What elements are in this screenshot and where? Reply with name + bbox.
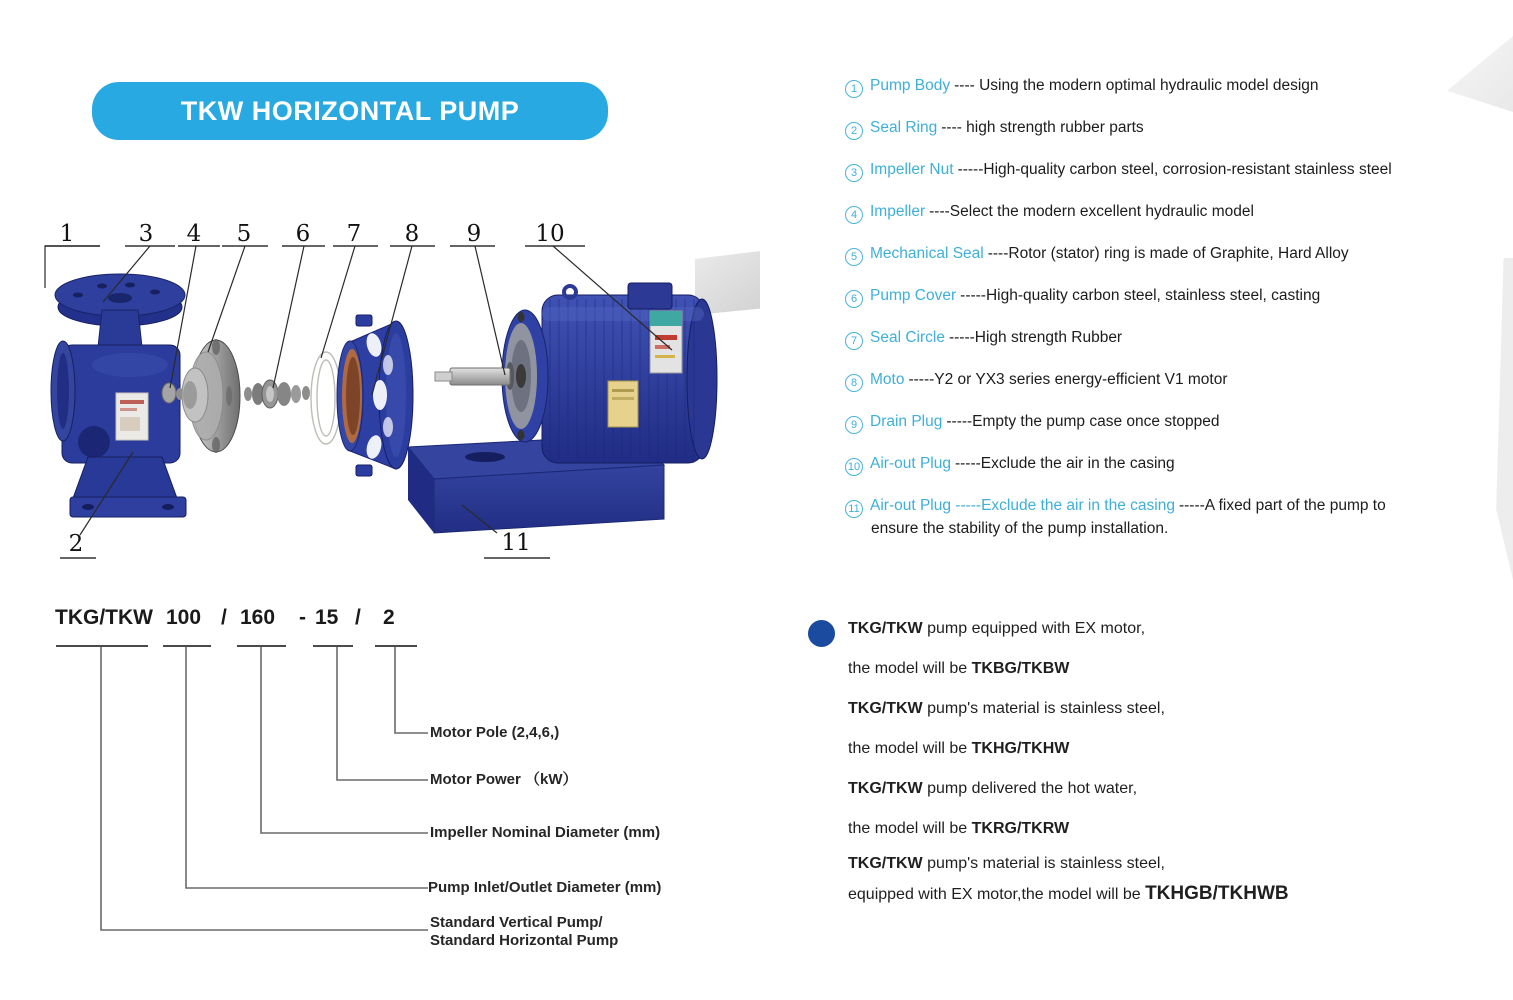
exploded-pump-diagram bbox=[30, 195, 760, 585]
bullet-icon bbox=[808, 620, 835, 647]
note-model: TKHGB/TKHWB bbox=[1145, 883, 1289, 904]
part-description: ----Select the modern excellent hydraulic model bbox=[929, 203, 1254, 220]
part-name: Impeller Nut bbox=[870, 161, 954, 178]
note-model: TKRG/TKRW bbox=[971, 820, 1070, 837]
seal-circle-part bbox=[311, 352, 341, 444]
impeller-part bbox=[182, 339, 240, 453]
model-dash: - bbox=[299, 606, 306, 629]
part-item-9 bbox=[845, 411, 1510, 434]
parts-list bbox=[845, 75, 1510, 558]
part-name: Air-out Plug bbox=[870, 455, 951, 472]
part-item-4 bbox=[845, 201, 1510, 224]
pump-cover-part bbox=[337, 315, 413, 476]
note-text: pump's material is stainless steel, bbox=[922, 700, 1165, 717]
part-description: -----A fixed part of the pump to bbox=[1178, 497, 1386, 514]
part-number-badge: 5 bbox=[845, 248, 863, 266]
callout-6: 6 bbox=[295, 221, 311, 247]
part-item-2 bbox=[845, 117, 1510, 140]
callout-1: 1 bbox=[59, 221, 75, 247]
note-prefix: TKG/TKW bbox=[848, 780, 923, 797]
part-number-badge: 3 bbox=[845, 164, 863, 182]
part-item-11 bbox=[845, 495, 1510, 539]
part-name: Seal Ring bbox=[870, 119, 938, 136]
label-series-type bbox=[430, 914, 618, 950]
model-series: TKG/TKW bbox=[55, 606, 153, 629]
label-series-line1: Standard Vertical Pump/ bbox=[430, 914, 603, 931]
part-number-badge: 9 bbox=[845, 416, 863, 434]
part-description: -----Exclude the air in the casing bbox=[954, 455, 1175, 472]
label-motor-pole: Motor Pole (2,4,6,) bbox=[430, 724, 560, 741]
note-text: the model will be bbox=[848, 740, 972, 757]
model-pole: 2 bbox=[383, 606, 395, 629]
part-name: Drain Plug bbox=[870, 413, 943, 430]
part-number-badge: 11 bbox=[845, 500, 863, 518]
part-item-5 bbox=[845, 243, 1510, 266]
part-name: Pump Cover bbox=[870, 287, 957, 304]
model-code-tree-lines bbox=[40, 640, 460, 990]
callout-8: 8 bbox=[404, 221, 420, 247]
part-description: ---- Using the modern optimal hydraulic model design bbox=[954, 77, 1319, 94]
model-inlet: 100 bbox=[166, 606, 202, 629]
part-number-badge: 1 bbox=[845, 80, 863, 98]
note-prefix: TKG/TKW bbox=[848, 620, 923, 637]
part-name: Mechanical Seal bbox=[870, 245, 984, 262]
part-name: Pump Body bbox=[870, 77, 951, 94]
part-name: Seal Circle bbox=[870, 329, 945, 346]
part-item-6 bbox=[845, 285, 1510, 308]
model-slash1: / bbox=[221, 606, 227, 629]
label-impeller-diam: Impeller Nominal Diameter (mm) bbox=[430, 824, 661, 841]
mechanical-seal-part bbox=[244, 380, 310, 408]
part-description-cont: ensure the stability of the pump installation. bbox=[871, 520, 1169, 537]
part-number-badge: 8 bbox=[845, 374, 863, 392]
title-banner bbox=[92, 82, 608, 140]
label-series-line2: Standard Horizontal Pump bbox=[430, 932, 619, 949]
part-name: Moto bbox=[870, 371, 905, 388]
callout-9: 9 bbox=[466, 221, 482, 247]
part-item-10 bbox=[845, 453, 1510, 476]
note-text: the model will be bbox=[848, 820, 972, 837]
note-stainless-ex bbox=[848, 850, 1468, 911]
note-prefix: TKG/TKW bbox=[848, 700, 923, 717]
label-inlet-diam: Pump Inlet/Outlet Diameter (mm) bbox=[428, 879, 662, 896]
part-number-badge: 2 bbox=[845, 122, 863, 140]
label-motor-power: Motor Power （kW） bbox=[430, 771, 578, 788]
note-text: pump delivered the hot water, bbox=[922, 780, 1138, 797]
motor-part bbox=[435, 283, 717, 463]
note-prefix: TKG/TKW bbox=[848, 855, 923, 872]
callout-5: 5 bbox=[236, 221, 252, 247]
part-description: -----High-quality carbon steel, stainless steel, casting bbox=[960, 287, 1321, 304]
part-description: ----Rotor (stator) ring is made of Graphite, Hard Alloy bbox=[987, 245, 1349, 262]
note-model: TKHG/TKHW bbox=[971, 740, 1070, 757]
part-number-badge: 4 bbox=[845, 206, 863, 224]
model-slash2: / bbox=[355, 606, 361, 629]
note-hot-water bbox=[848, 775, 1468, 855]
callout-7: 7 bbox=[346, 221, 362, 247]
part-description: -----High strength Rubber bbox=[948, 329, 1123, 346]
part-description: -----Empty the pump case once stopped bbox=[946, 413, 1220, 430]
part-description-highlight: -----Exclude the air in the casing bbox=[950, 497, 1175, 514]
callout-3: 3 bbox=[138, 221, 154, 247]
callout-10: 10 bbox=[535, 221, 565, 247]
part-description: ---- high strength rubber parts bbox=[941, 119, 1144, 136]
note-text: pump's material is stainless steel, bbox=[922, 855, 1165, 872]
impeller-nut-part bbox=[162, 383, 184, 403]
part-item-8 bbox=[845, 369, 1510, 392]
page-title: TKW HORIZONTAL PUMP bbox=[180, 95, 520, 126]
part-description: -----High-quality carbon steel, corrosion-resistant stainless steel bbox=[957, 161, 1392, 178]
model-power: 15 bbox=[315, 606, 339, 629]
part-number-badge: 10 bbox=[845, 458, 863, 476]
part-description: -----Y2 or YX3 series energy-efficient V1 motor bbox=[908, 371, 1228, 388]
note-stainless bbox=[848, 695, 1468, 775]
note-text: the model will be bbox=[848, 660, 972, 677]
part-number-badge: 6 bbox=[845, 290, 863, 308]
note-ex-motor bbox=[848, 615, 1468, 695]
note-text: pump equipped with EX motor, bbox=[922, 620, 1146, 637]
part-number-badge: 7 bbox=[845, 332, 863, 350]
note-text: equipped with EX motor,the model will be bbox=[848, 886, 1146, 903]
note-model: TKBG/TKBW bbox=[971, 660, 1070, 677]
part-item-7 bbox=[845, 327, 1510, 350]
part-item-1 bbox=[845, 75, 1510, 98]
part-name: Impeller bbox=[870, 203, 926, 220]
callout-2: 2 bbox=[68, 531, 84, 557]
model-impeller: 160 bbox=[240, 606, 276, 629]
part-name: Air-out Plug bbox=[870, 497, 951, 514]
callout-11: 11 bbox=[501, 530, 531, 556]
part-item-3 bbox=[845, 159, 1510, 182]
callout-4: 4 bbox=[186, 221, 202, 247]
